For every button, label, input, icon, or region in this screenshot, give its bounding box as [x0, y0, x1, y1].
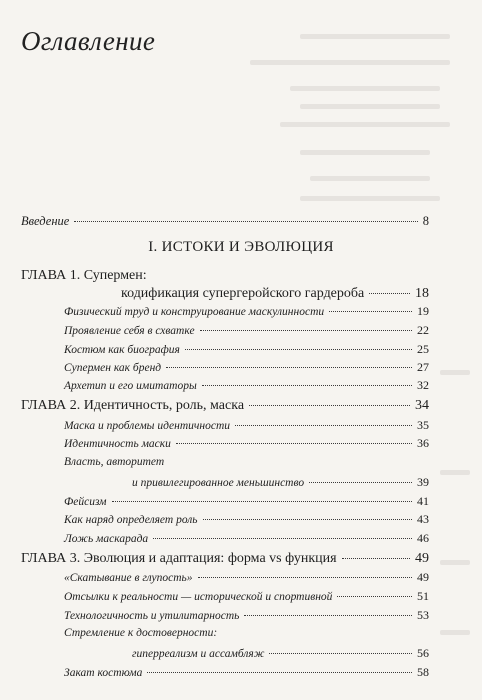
- dot-leader: [249, 405, 410, 406]
- toc-entry-intro[interactable]: [21, 214, 429, 229]
- toc-entry-title: Маска и проблемы идентичности: [64, 420, 231, 432]
- toc-entry-section[interactable]: [64, 608, 429, 623]
- toc-entry-title: гиперреализм и ассамбляж: [132, 648, 265, 660]
- toc-entry-section[interactable]: [64, 512, 429, 527]
- dot-leader: [147, 672, 412, 673]
- dot-leader: [269, 653, 412, 654]
- toc-entry-page: 43: [417, 512, 429, 526]
- dot-leader: [309, 482, 412, 483]
- toc-entry-section[interactable]: [64, 304, 429, 319]
- dot-leader: [166, 367, 412, 368]
- toc-entry-page: 19: [417, 304, 429, 318]
- dot-leader: [198, 577, 412, 578]
- toc-entry-page: 49: [415, 551, 429, 566]
- toc-entry-title: Как наряд определяет роль: [64, 514, 198, 526]
- toc-entry-section[interactable]: [64, 570, 429, 585]
- toc-entry-title: Физический труд и конструирование маскулинности: [64, 306, 325, 318]
- toc-entry-section[interactable]: [64, 378, 429, 393]
- dot-leader: [74, 221, 417, 222]
- toc-entry-page: 22: [417, 323, 429, 337]
- toc-entry-section[interactable]: [64, 342, 429, 357]
- toc-entry-section[interactable]: [64, 323, 429, 338]
- toc-entry-title: Введение: [21, 214, 70, 228]
- dot-leader: [185, 349, 412, 350]
- toc-entry-chapter-3[interactable]: [21, 551, 429, 567]
- page-title: Оглавление: [21, 26, 156, 56]
- toc-entry-section[interactable]: [64, 531, 429, 546]
- toc-entry-page: 8: [422, 214, 429, 228]
- toc-entry-section[interactable]: [132, 646, 429, 661]
- toc-entry-title: Фейсизм: [64, 496, 107, 508]
- dot-leader: [244, 615, 412, 616]
- toc-entry-page: 56: [417, 646, 429, 660]
- toc-entry-title: ГЛАВА 2. Идентичность, роль, маска: [21, 398, 245, 413]
- toc-entry-chapter-2[interactable]: [21, 398, 429, 414]
- dot-leader: [337, 596, 412, 597]
- toc-entry-title: Закат костюма: [64, 667, 143, 679]
- toc-entry-section[interactable]: [64, 418, 429, 433]
- toc-entry-title: Супермен как бренд: [64, 362, 162, 374]
- toc-entry-title: Ложь маскарада: [64, 533, 149, 545]
- dot-leader: [329, 311, 412, 312]
- toc-entry-section[interactable]: [64, 589, 429, 604]
- toc-entry-section[interactable]: [64, 436, 429, 451]
- toc-entry-page: 46: [417, 531, 429, 545]
- toc-entry-title: Идентичность маски: [64, 438, 171, 450]
- toc-entry-page: 18: [415, 286, 429, 301]
- part-title: I. ИСТОКИ И ЭВОЛЮЦИЯ: [148, 239, 334, 255]
- toc-entry-chapter-1[interactable]: [121, 286, 429, 302]
- dot-leader: [369, 293, 410, 294]
- toc-entry-section[interactable]: [64, 665, 429, 680]
- dot-leader: [202, 385, 412, 386]
- dot-leader: [235, 425, 412, 426]
- toc-entry-page: 58: [417, 665, 429, 679]
- toc-entry-page: 32: [417, 378, 429, 392]
- toc-entry-title: Технологичность и утилитарность: [64, 610, 240, 622]
- toc-entry-page: 25: [417, 342, 429, 356]
- toc-entry-title: «Скатывание в глупость»: [64, 572, 193, 584]
- toc-entry-title: Костюм как биография: [64, 344, 180, 356]
- toc-entry-page: 39: [417, 475, 429, 489]
- dot-leader: [176, 443, 412, 444]
- toc-entry-title: Отсылки к реальности — исторической и спортивной: [64, 591, 333, 603]
- toc-entry-title: ГЛАВА 3. Эволюция и адаптация: форма vs функция: [21, 551, 337, 566]
- dot-leader: [112, 501, 413, 502]
- toc-entry-title: и привилегированное меньшинство: [132, 477, 305, 489]
- toc-entry-page: 49: [417, 570, 429, 584]
- toc-entry-page: 27: [417, 360, 429, 374]
- toc-entry-title: Проявление себя в схватке: [64, 325, 195, 337]
- dot-leader: [200, 330, 412, 331]
- chapter-1-title-line1[interactable]: ГЛАВА 1. Супермен:: [21, 268, 147, 283]
- dot-leader: [153, 538, 412, 539]
- toc-entry-page: 53: [417, 608, 429, 622]
- toc-entry-page: 51: [417, 589, 429, 603]
- section-title-line1[interactable]: Власть, авторитет: [64, 456, 165, 468]
- toc-entry-page: 34: [415, 398, 429, 413]
- toc-entry-title: Архетип и его имитаторы: [64, 380, 197, 392]
- toc-entry-page: 41: [417, 494, 429, 508]
- toc-entry-section[interactable]: [64, 360, 429, 375]
- toc-entry-section[interactable]: [64, 494, 429, 509]
- toc-entry-title: кодификация супергеройского гардероба: [121, 286, 365, 301]
- dot-leader: [342, 558, 410, 559]
- toc-entry-page: 35: [417, 418, 429, 432]
- toc-entry-section[interactable]: [132, 475, 429, 490]
- dot-leader: [203, 519, 412, 520]
- section-title-line1[interactable]: Стремление к достоверности:: [64, 627, 218, 639]
- toc-entry-page: 36: [417, 436, 429, 450]
